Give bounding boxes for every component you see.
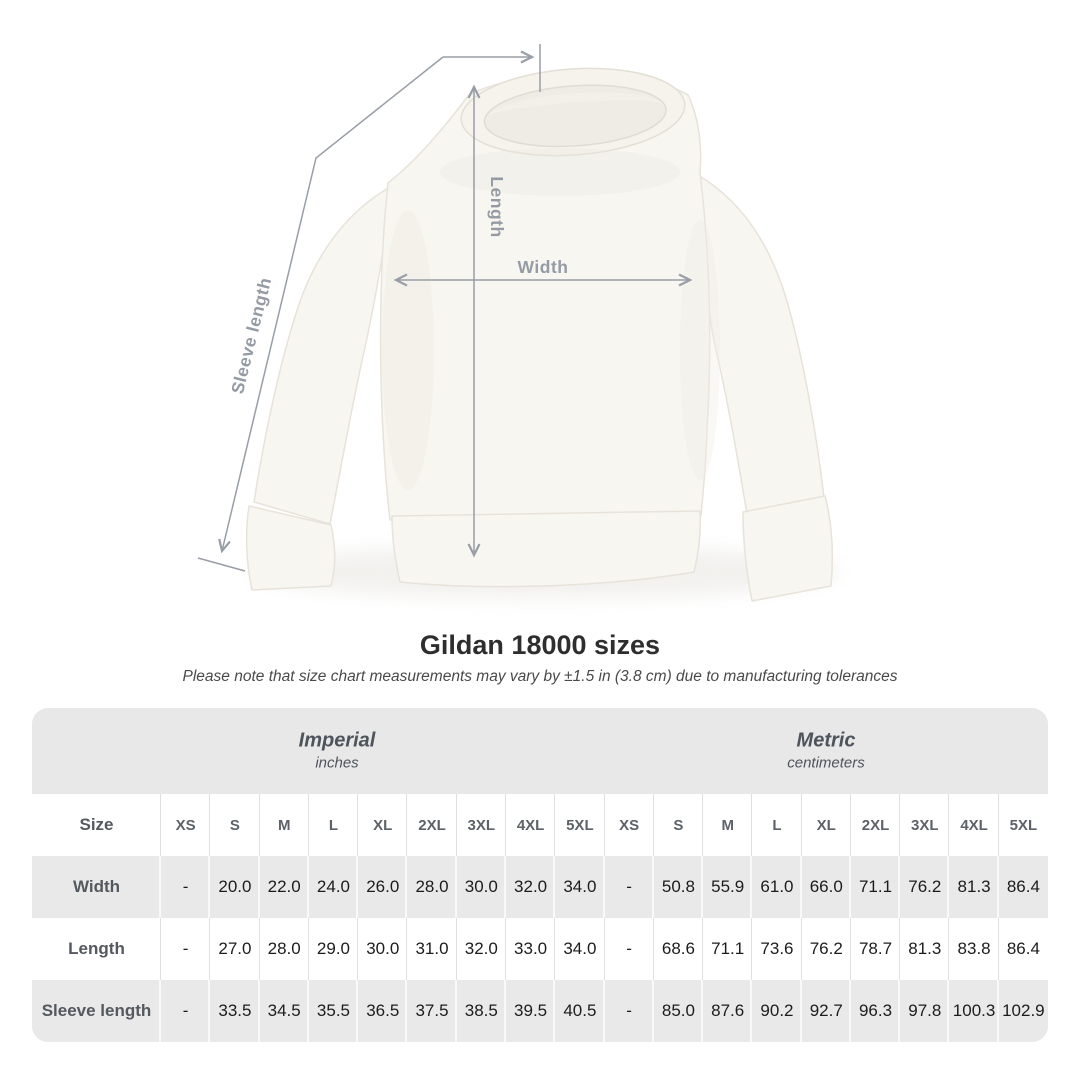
value-cell: 90.2 — [752, 980, 801, 1042]
value-cell: 83.8 — [949, 918, 998, 980]
value-cell: 71.1 — [851, 856, 900, 918]
value-cell: 28.0 — [407, 856, 456, 918]
size-header-metric-3xl: 3XL — [900, 794, 949, 856]
value-cell: 100.3 — [949, 980, 998, 1042]
size-header-imperial-s: S — [210, 794, 259, 856]
value-cell: - — [161, 918, 210, 980]
value-cell: 34.5 — [260, 980, 309, 1042]
size-table — [32, 708, 1048, 1042]
row-label-1: Length — [32, 918, 161, 980]
value-cell: 76.2 — [802, 918, 851, 980]
value-cell: 30.0 — [358, 918, 407, 980]
value-cell: 92.7 — [802, 980, 851, 1042]
value-cell: 36.5 — [358, 980, 407, 1042]
size-header-imperial-xl: XL — [358, 794, 407, 856]
sweatshirt-waistband — [392, 511, 700, 587]
value-cell: 55.9 — [703, 856, 752, 918]
value-cell: 86.4 — [999, 918, 1048, 980]
unit-name-metric: Metric — [796, 729, 856, 752]
value-cell: 28.0 — [260, 918, 309, 980]
value-cell: - — [161, 980, 210, 1042]
value-cell: 31.0 — [407, 918, 456, 980]
size-header-imperial-l: L — [309, 794, 358, 856]
value-cell: 35.5 — [309, 980, 358, 1042]
value-cell: 61.0 — [752, 856, 801, 918]
value-cell: 81.3 — [949, 856, 998, 918]
value-cell: 29.0 — [309, 918, 358, 980]
unit-name-imperial: Imperial — [298, 729, 376, 752]
value-cell: 76.2 — [900, 856, 949, 918]
value-cell: 40.5 — [555, 980, 604, 1042]
value-cell: 87.6 — [703, 980, 752, 1042]
value-cell: 85.0 — [654, 980, 703, 1042]
value-cell: 71.1 — [703, 918, 752, 980]
size-header-metric-5xl: 5XL — [999, 794, 1048, 856]
unit-sub-metric: centimeters — [787, 754, 865, 772]
size-table-grid — [32, 794, 1048, 1042]
value-cell: 26.0 — [358, 856, 407, 918]
size-header-imperial-4xl: 4XL — [506, 794, 555, 856]
row-label-2: Sleeve length — [32, 980, 161, 1042]
value-cell: 66.0 — [802, 856, 851, 918]
unit-band — [32, 708, 1048, 794]
size-column-header: Size — [32, 794, 161, 856]
size-header-imperial-m: M — [260, 794, 309, 856]
value-cell: 96.3 — [851, 980, 900, 1042]
row-label-0: Width — [32, 856, 161, 918]
value-cell: 32.0 — [506, 856, 555, 918]
value-cell: - — [605, 856, 654, 918]
size-header-imperial-3xl: 3XL — [457, 794, 506, 856]
sleeve-measure-bottom-tick — [198, 558, 245, 571]
size-header-imperial-xs: XS — [161, 794, 210, 856]
value-cell: 30.0 — [457, 856, 506, 918]
value-cell: 73.6 — [752, 918, 801, 980]
size-header-metric-xs: XS — [605, 794, 654, 856]
value-cell: 68.6 — [654, 918, 703, 980]
sleeve-measure-label: Sleeve length — [227, 275, 276, 396]
value-cell: 20.0 — [210, 856, 259, 918]
sweatshirt-right-cuff — [743, 496, 832, 601]
sweatshirt-left-sleeve — [254, 186, 392, 524]
value-cell: 32.0 — [457, 918, 506, 980]
value-cell: 50.8 — [654, 856, 703, 918]
sweatshirt-graphic — [247, 61, 833, 601]
value-cell: 22.0 — [260, 856, 309, 918]
value-cell: 33.5 — [210, 980, 259, 1042]
length-measure-label: Length — [487, 176, 507, 238]
unit-sub-imperial: inches — [315, 754, 359, 772]
value-cell: 37.5 — [407, 980, 456, 1042]
size-header-metric-2xl: 2XL — [851, 794, 900, 856]
value-cell: 81.3 — [900, 918, 949, 980]
value-cell: 97.8 — [900, 980, 949, 1042]
value-cell: 34.0 — [555, 918, 604, 980]
unit-group-metric — [787, 729, 865, 774]
size-header-metric-s: S — [654, 794, 703, 856]
value-cell: 39.5 — [506, 980, 555, 1042]
size-header-metric-xl: XL — [802, 794, 851, 856]
value-cell: 38.5 — [457, 980, 506, 1042]
value-cell: 27.0 — [210, 918, 259, 980]
value-cell: - — [605, 918, 654, 980]
value-cell: 24.0 — [309, 856, 358, 918]
size-header-metric-l: L — [752, 794, 801, 856]
size-header-metric-m: M — [703, 794, 752, 856]
value-cell: 33.0 — [506, 918, 555, 980]
size-header-metric-4xl: 4XL — [949, 794, 998, 856]
value-cell: - — [605, 980, 654, 1042]
page-title: Gildan 18000 sizes — [419, 630, 661, 660]
value-cell: - — [161, 856, 210, 918]
value-cell: 78.7 — [851, 918, 900, 980]
value-cell: 34.0 — [555, 856, 604, 918]
size-header-imperial-2xl: 2XL — [407, 794, 456, 856]
width-measure-label: Width — [517, 257, 569, 277]
value-cell: 86.4 — [999, 856, 1048, 918]
unit-group-imperial — [299, 729, 376, 774]
size-header-imperial-5xl: 5XL — [555, 794, 604, 856]
page-subtitle: Please note that size chart measurements may vary by ±1.5 in (3.8 cm) due to manufacturing tolerances — [182, 668, 898, 685]
value-cell: 102.9 — [999, 980, 1048, 1042]
